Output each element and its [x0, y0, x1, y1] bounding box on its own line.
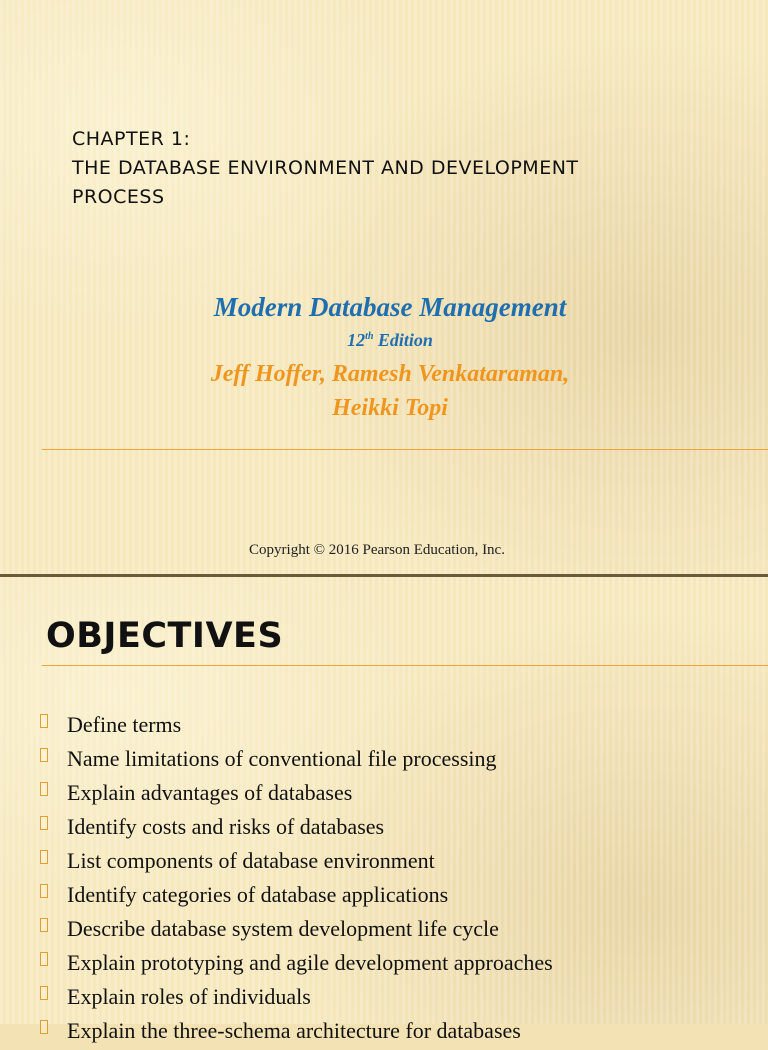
- list-item: [40, 778, 553, 812]
- list-item: [40, 880, 553, 914]
- list-item: [40, 948, 553, 982]
- list-item-text: Explain advantages of databases: [67, 780, 353, 805]
- bullet-icon: [40, 884, 48, 898]
- chapter-title-line-1: CHAPTER 1:: [72, 128, 191, 150]
- list-item-text: Describe database system development life cycle: [67, 916, 499, 941]
- title-divider-line: [42, 449, 768, 450]
- list-item-text: Identify costs and risks of databases: [67, 814, 385, 839]
- list-item-text: Define terms: [67, 712, 182, 737]
- book-title: Modern Database Management: [213, 292, 567, 322]
- authors-line-2: Heikki Topi: [332, 395, 448, 421]
- bullet-icon: [40, 782, 48, 796]
- list-item: [40, 710, 553, 744]
- bullet-icon: [40, 986, 48, 1000]
- bullet-icon: [40, 748, 48, 762]
- list-item: [40, 812, 553, 846]
- chapter-title: [72, 125, 692, 212]
- bullet-icon: [40, 918, 48, 932]
- edition-label: [0, 330, 768, 351]
- list-item-text: Explain prototyping and agile development approaches: [67, 950, 553, 975]
- bullet-icon: [40, 850, 48, 864]
- list-item: [40, 914, 553, 948]
- bullet-icon: [40, 952, 48, 966]
- list-item: [40, 744, 553, 778]
- bullet-icon: [40, 1020, 48, 1034]
- edition-word: Edition: [373, 330, 433, 350]
- list-item-text: Explain roles of individuals: [67, 984, 311, 1009]
- list-item-text: Identify categories of database applications: [67, 882, 449, 907]
- chapter-title-line-3: PROCESS: [72, 186, 165, 208]
- list-item: [40, 1016, 553, 1050]
- authors-line-1: Jeff Hoffer, Ramesh Venkataraman,: [210, 361, 570, 387]
- list-item: [40, 846, 553, 880]
- list-item: [40, 982, 553, 1016]
- heading-underline: [42, 665, 768, 666]
- list-item-text: Explain the three-schema architecture for databases: [67, 1018, 521, 1043]
- list-item-text: List components of database environment: [67, 848, 435, 873]
- bullet-icon: [40, 714, 48, 728]
- copyright-notice: Copyright © 2016 Pearson Education, Inc.: [249, 542, 505, 558]
- edition-number: 12: [347, 330, 366, 350]
- objectives-list: [40, 710, 553, 1050]
- edition-suffix: th: [365, 331, 374, 342]
- bullet-icon: [40, 816, 48, 830]
- objectives-heading: OBJECTIVES: [46, 616, 284, 656]
- list-item-text: Name limitations of conventional file processing: [67, 746, 497, 771]
- chapter-title-line-2: THE DATABASE ENVIRONMENT AND DEVELOPMENT: [72, 157, 579, 179]
